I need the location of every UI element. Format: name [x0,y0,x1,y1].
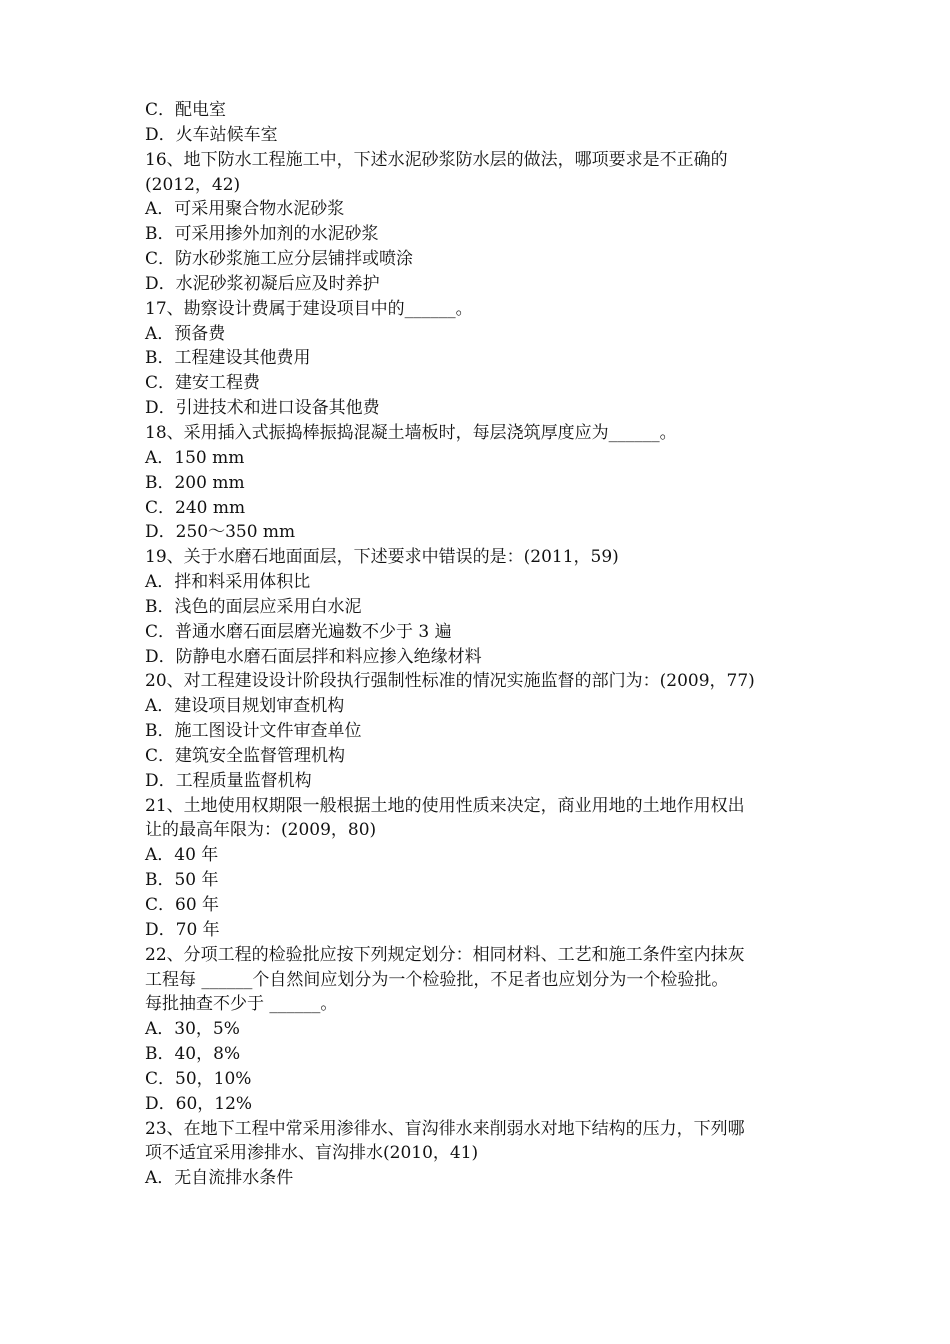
text-line: C．普通水磨石面层磨光遍数不少于 3 遍 [145,621,452,642]
text-line: B．施工图设计文件审查单位 [145,721,362,742]
text-line: A．拌和料采用体积比 [145,572,311,593]
text-line: B．可采用掺外加剂的水泥砂浆 [145,224,379,245]
text-line: A．30，5% [145,1019,240,1040]
text-line: A．无自流排水条件 [145,1168,294,1189]
text-line: 工程每 ______个自然间应划分为一个检验批，不足者也应划分为一个检验批。 [145,969,729,990]
text-line: 20、对工程建设设计阶段执行强制性标准的情况实施监督的部门为：(2009，77) [145,671,755,692]
text-line: D．火车站候车室 [145,124,278,145]
text-line: A．预备费 [145,323,226,344]
text-line: A．建设项目规划审查机构 [145,696,345,717]
text-line: B．工程建设其他费用 [145,348,311,369]
text-line: A．40 年 [145,845,219,866]
text-line: B．200 mm [145,472,245,493]
text-line: 让的最高年限为：(2009，80) [145,820,377,841]
text-line: 19、关于水磨石地面面层，下述要求中错误的是：(2011，59) [145,547,619,568]
text-line: D．引进技术和进口设备其他费 [145,398,380,419]
document-body [145,98,815,1191]
text-line: C．建安工程费 [145,373,261,394]
text-line: C．50，10% [145,1068,252,1089]
text-line: D．防静电水磨石面层拌和料应掺入绝缘材料 [145,646,482,667]
text-line: (2012，42) [145,174,241,195]
text-line: 18、采用插入式振捣棒振捣混凝土墙板时，每层浇筑厚度应为______。 [145,422,677,443]
text-line: B．50 年 [145,870,219,891]
text-line: 21、土地使用权期限一般根据土地的使用性质来决定，商业用地的土地作用权出 [145,795,745,816]
text-line: 项不适宜采用渗排水、盲沟排水(2010，41) [145,1143,479,1164]
text-line: 16、地下防水工程施工中，下述水泥砂浆防水层的做法，哪项要求是不正确的 [145,149,728,170]
text-line: 22、分项工程的检验批应按下列规定划分：相同材料、工艺和施工条件室内抹灰 [145,944,745,965]
text-line: D．250～350 mm [145,522,296,543]
text-line: A．150 mm [145,447,245,468]
text-line: C．60 年 [145,895,220,915]
text-line: D．60，12% [145,1093,253,1114]
text-line: 每批抽查不少于 ______。 [145,994,338,1015]
text-line: B．40，8% [145,1044,241,1065]
text-line: A．可采用聚合物水泥砂浆 [145,199,345,220]
text-line: B．浅色的面层应采用白水泥 [145,596,362,617]
text-line: D．水泥砂浆初凝后应及时养护 [145,273,380,294]
text-line: C．配电室 [145,100,227,120]
text-line: 17、勘察设计费属于建设项目中的______。 [145,298,473,319]
text-line: C．240 mm [145,497,246,518]
text-line: 23、在地下工程中常采用渗徘水、盲沟徘水来削弱水对地下结构的压力，下列哪 [145,1118,745,1139]
text-line: C．建筑安全监督管理机构 [145,745,346,766]
text-line: D．70 年 [145,919,220,940]
text-line: C．防水砂浆施工应分层铺拌或喷涂 [145,249,414,270]
text-line: D．工程质量监督机构 [145,770,312,791]
